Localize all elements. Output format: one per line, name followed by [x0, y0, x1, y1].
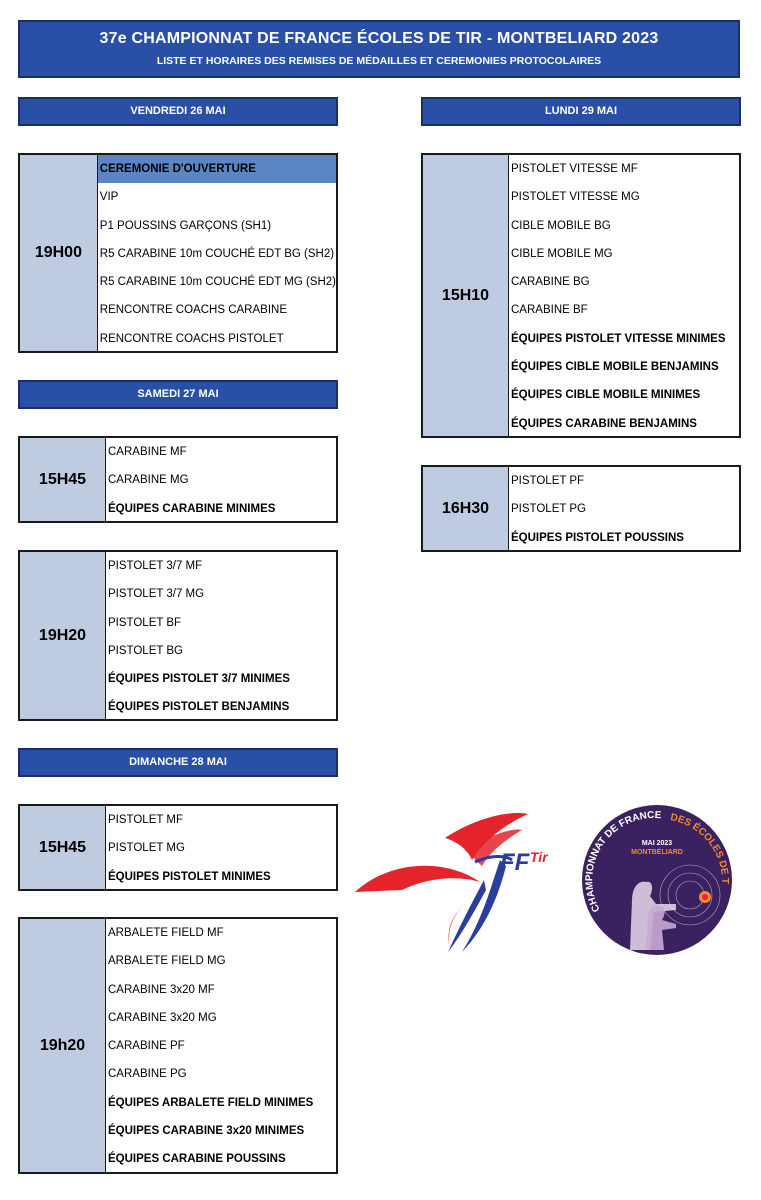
- fftir-suffix: Tir: [530, 849, 548, 865]
- event-row: CEREMONIE D'OUVERTURE: [98, 155, 336, 183]
- event-row: P1 POUSSINS GARÇONS (SH1): [99, 219, 272, 232]
- event-row: ÉQUIPES PISTOLET BENJAMINS: [108, 701, 290, 714]
- event-row: PISTOLET BG: [108, 644, 183, 657]
- event-row: PISTOLET 3/7 MF: [108, 560, 203, 572]
- event-list: [509, 467, 739, 550]
- event-row: PISTOLET VITESSE MG: [511, 191, 640, 204]
- event-row: PISTOLET VITESSE MF: [511, 163, 638, 175]
- event-list: [106, 806, 336, 889]
- event-row: CARABINE BG: [511, 276, 590, 289]
- schedule-block-sat-1920: [18, 550, 338, 721]
- title-banner: [18, 20, 740, 78]
- event-row: CARABINE 3x20 MF: [108, 983, 215, 996]
- event-row: CARABINE MG: [108, 474, 189, 487]
- time-cell: 19H00: [20, 155, 98, 351]
- badge-date: MAI 2023: [641, 840, 673, 847]
- event-row: ÉQUIPES CARABINE 3x20 MINIMES: [108, 1125, 305, 1138]
- event-row: R5 CARABINE 10m COUCHÉ EDT MG (SH2): [99, 276, 336, 289]
- event-row: PISTOLET PF: [511, 475, 585, 487]
- event-row: CARABINE 3x20 MG: [108, 1011, 217, 1024]
- badge-city: MONTBÉLIARD: [631, 849, 683, 856]
- event-list: [106, 552, 336, 719]
- badge-arc-left: CHAMPIONNAT DE FRANCE: [584, 809, 662, 914]
- time-cell: 15H45: [20, 438, 106, 521]
- event-row: ÉQUIPES CIBLE MOBILE MINIMES: [511, 389, 701, 402]
- event-row: ÉQUIPES CARABINE MINIMES: [108, 502, 276, 515]
- page-title: 37e CHAMPIONNAT DE FRANCE ÉCOLES DE TIR - MONTBELIARD 2023: [99, 30, 659, 47]
- event-row: ARBALETE FIELD MG: [108, 955, 226, 968]
- day-header-sunday: DIMANCHE 28 MAI: [18, 748, 338, 777]
- event-row: R5 CARABINE 10m COUCHÉ EDT BG (SH2): [99, 247, 335, 260]
- event-row: PISTOLET PG: [511, 503, 586, 516]
- day-header-monday: LUNDI 29 MAI: [421, 97, 741, 126]
- badge-arc-right: DES ÉCOLES DE T: [669, 812, 731, 885]
- event-row: ÉQUIPES CARABINE BENJAMINS: [511, 417, 697, 430]
- event-row: RENCONTRE COACHS CARABINE: [99, 304, 287, 317]
- schedule-block-sat-1545: [18, 436, 338, 523]
- event-row: PISTOLET BF: [108, 616, 182, 629]
- schedule-block-mon-1510: [421, 153, 741, 438]
- day-header-saturday: SAMEDI 27 MAI: [18, 380, 338, 409]
- time-cell: 16H30: [423, 467, 509, 550]
- event-list: [106, 919, 336, 1172]
- schedule-block-sun-1545: [18, 804, 338, 891]
- event-row: ÉQUIPES PISTOLET MINIMES: [108, 870, 271, 883]
- time-cell: 19H20: [20, 552, 106, 719]
- event-row: RENCONTRE COACHS PISTOLET: [99, 332, 284, 345]
- event-row: ARBALETE FIELD MF: [108, 927, 224, 939]
- event-row: ÉQUIPES CARABINE POUSSINS: [108, 1153, 286, 1166]
- event-row: ÉQUIPES PISTOLET VITESSE MINIMES: [511, 332, 726, 345]
- event-row: ÉQUIPES PISTOLET 3/7 MINIMES: [108, 673, 290, 686]
- fftir-logo: [350, 800, 745, 960]
- event-row: PISTOLET MG: [108, 842, 185, 855]
- event-row: ÉQUIPES ARBALETE FIELD MINIMES: [108, 1096, 314, 1109]
- event-row: VIP: [99, 191, 119, 204]
- event-row: PISTOLET 3/7 MG: [108, 588, 205, 601]
- time-cell: 15H10: [423, 155, 509, 436]
- schedule-block-mon-1630: [421, 465, 741, 552]
- fftir-prefix: FF: [500, 849, 530, 876]
- event-row: CIBLE MOBILE MG: [511, 247, 613, 260]
- schedule-block-fri-1900: [18, 153, 338, 353]
- logos-area: [350, 800, 745, 960]
- event-row: CIBLE MOBILE BG: [511, 219, 611, 232]
- event-row: PISTOLET MF: [108, 814, 183, 826]
- event-list: [98, 155, 336, 351]
- schedule-block-sun-1920: [18, 917, 338, 1174]
- event-row: ÉQUIPES CIBLE MOBILE BENJAMINS: [511, 361, 719, 374]
- event-row: CARABINE BF: [511, 304, 588, 317]
- page-subtitle: LISTE ET HORAIRES DES REMISES DE MÉDAILLES ET CEREMONIES PROTOCOLAIRES: [156, 55, 602, 67]
- event-list: [509, 155, 739, 436]
- time-cell: 15H45: [20, 806, 106, 889]
- day-header-friday: VENDREDI 26 MAI: [18, 97, 338, 126]
- time-cell: 19h20: [20, 919, 106, 1172]
- event-list: [106, 438, 336, 521]
- event-row: ÉQUIPES PISTOLET POUSSINS: [511, 531, 684, 544]
- event-row: CARABINE PG: [108, 1068, 187, 1081]
- event-row: CARABINE PF: [108, 1040, 185, 1053]
- event-row: CARABINE MF: [108, 446, 187, 458]
